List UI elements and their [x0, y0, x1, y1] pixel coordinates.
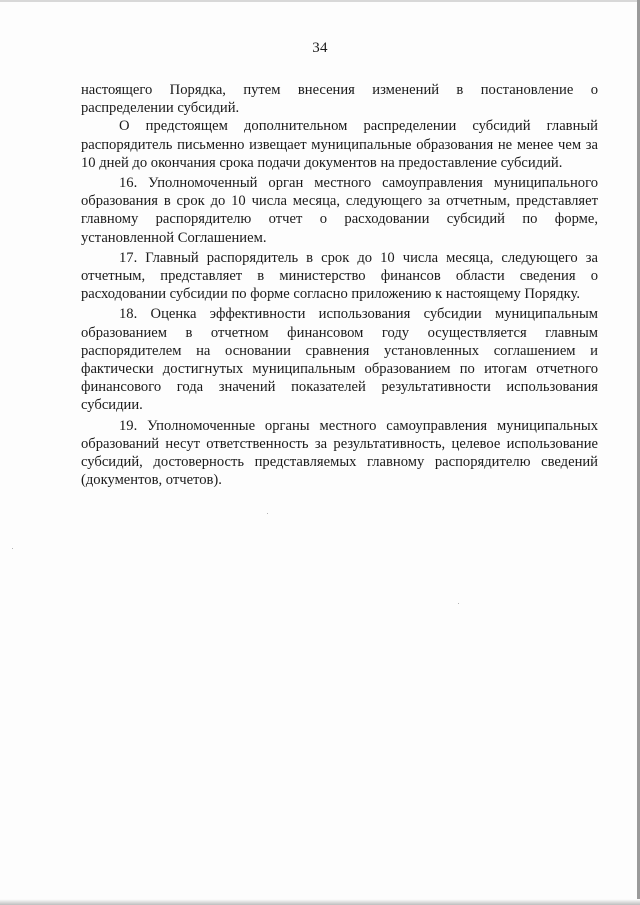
paragraph-continuation: настоящего Порядка, путем внесения изменений в постановление о распределении субсидий. — [81, 82, 598, 117]
scan-speck — [458, 603, 459, 604]
paragraph-additional-distribution: О предстоящем дополнительном распределении субсидий главный распорядитель письменно извещает муниципальные образования не менее чем за 10 дней до окончания срока подачи документов на предоставление субсидий. — [81, 118, 598, 171]
scan-speck — [267, 513, 268, 514]
document-body — [81, 81, 598, 489]
scan-speck — [12, 548, 13, 549]
page-number: 34 — [312, 40, 328, 56]
paragraph-item-16: 16. Уполномоченный орган местного самоуправления муниципального образования в срок до 10 числа месяца, следующего за отчетным, представляет главному распорядителю отчет о расходовании субсидий по форме, установленной Соглашением. — [81, 175, 598, 246]
scan-edge-top — [0, 0, 640, 2]
paragraph-item-17: 17. Главный распорядитель в срок до 10 числа месяца, следующего за отчетным, представляет в министерство финансов области сведения о расходовании субсидии по форме согласно приложению к настоящему Порядку. — [81, 249, 598, 303]
scan-edge-bottom — [0, 899, 640, 905]
paragraph-item-19: 19. Уполномоченные органы местного самоуправления муниципальных образований несут ответственность за результативность, целевое использование субсидий, достоверность представляемых главному распорядителю сведений (документов, отчетов). — [81, 417, 598, 489]
paragraph-item-18: 18. Оценка эффективности использования субсидии муниципальным образованием в отчетном финансовом году осуществляется главным распорядителем на основании сравнения установленных соглашением и фактически достигнутых муниципальным образованием по итогам отчетного финансового года значений показателей результативности использования субсидии. — [81, 306, 598, 414]
